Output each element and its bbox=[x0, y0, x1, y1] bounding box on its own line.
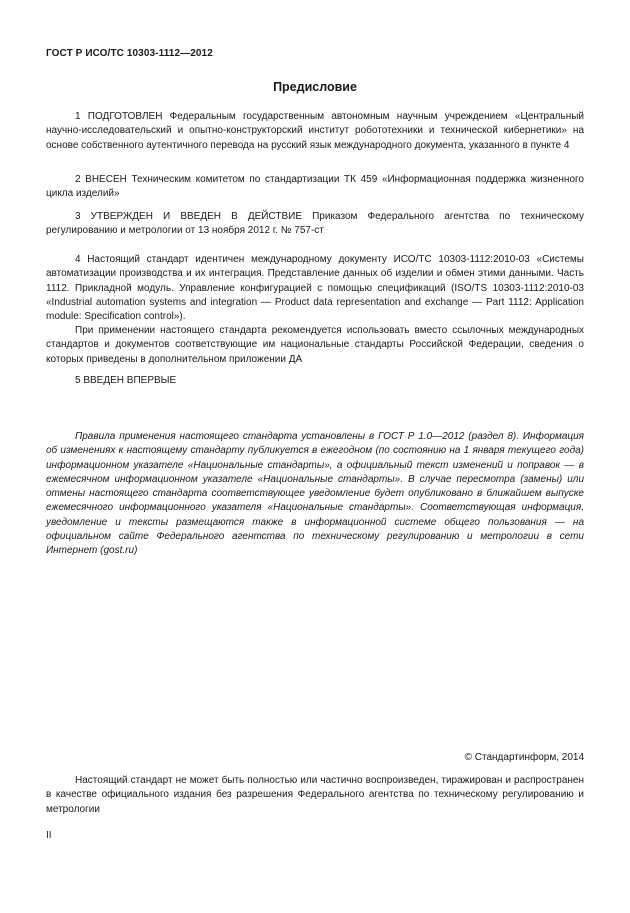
page-title: Предисловие bbox=[273, 80, 357, 94]
paragraph-introduced-first: 5 ВВЕДЕН ВПЕРВЫЕ bbox=[75, 375, 177, 386]
application-rules-notice: Правила применения настоящего стандарта установлены в ГОСТ Р 1.0—2012 (раздел 8). Информация об изменениях к настоящему стандарту публикуется в ежегодном (по состоянию на 1 января текущего года) информационном указателе «Национальные стандарты», а официальный текст изменений и поправок — в ежемесячном информационном указателе «Национальные стандарты». В случае пересмотра (замены) или отмены настоящего стандарта соответствующее уведомление будет опубликовано в ближайшем выпуске ежемесячного информационного указателя «Национальные стандарты». Соответствующая информация, уведомление и тексты размещаются также в информационной системе общего пользования — на официальном сайте Федерального агентства по техническому регулированию и метрологии в сети Интернет (gost.ru) bbox=[46, 431, 584, 557]
paragraph-application-note: При применении настоящего стандарта рекомендуется использовать вместо ссылочных международных стандартов и документов соответствующие им национальные стандарты Российской Федерации, сведения о которых приведены в дополнительном приложении ДА bbox=[46, 325, 584, 365]
page-number: II bbox=[46, 830, 52, 841]
paragraph-introduced-by: 2 ВНЕСЕН Техническим комитетом по стандартизации ТК 459 «Информационная поддержка жизненного цикла изделий» bbox=[46, 174, 584, 200]
standard-header: ГОСТ Р ИСО/ТС 10303-1112—2012 bbox=[46, 48, 213, 59]
paragraph-identical-standard: 4 Настоящий стандарт идентичен международному документу ИСО/ТС 10303-1112:2010-03 «Системы автоматизации производства и их интеграция. Представление данных об изделии и обмен этими данными. Часть 1112. Прикладной модуль. Управление конфигурацией с помощью спецификаций (ISO/TS 10303-1112:2010-03 «Industrial automation systems and integration — Product data representation and exchange — Part 1112: Application module: Specification control»). bbox=[46, 254, 584, 323]
copyright-line: © Стандартинформ, 2014 bbox=[464, 752, 584, 763]
paragraph-prepared-by: 1 ПОДГОТОВЛЕН Федеральным государственным автономным научным учреждением «Центральный научно-исследовательский и опытно-конструкторский институт робототехники и технической кибернетики» на основе собственного аутентичного перевода на русский язык международного документа, указанного в пункте 4 bbox=[46, 111, 584, 151]
reproduction-notice: Настоящий стандарт не может быть полностью или частично воспроизведен, тиражирован и распространен в качестве официального издания без разрешения Федерального агентства по техническому регулированию и метрологии bbox=[46, 775, 584, 815]
paragraph-approved: 3 УТВЕРЖДЕН И ВВЕДЕН В ДЕЙСТВИЕ Приказом Федерального агентства по техническому регулированию и метрологии от 13 ноября 2012 г. № 757-ст bbox=[46, 211, 584, 237]
